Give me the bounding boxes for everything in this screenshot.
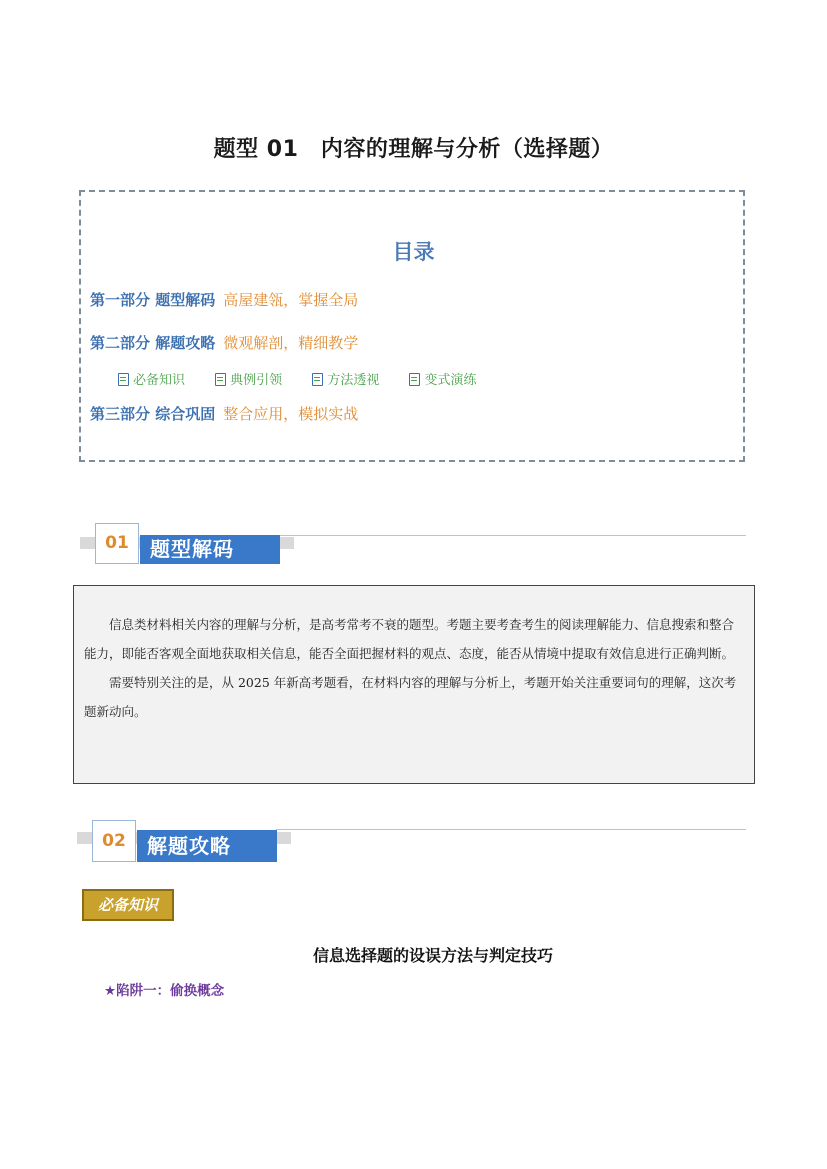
toc-row-part3[interactable] [90, 403, 358, 424]
knowledge-badge: 必备知识 [82, 889, 174, 921]
toc-link-practice[interactable]: 变式演练 [409, 373, 476, 388]
toc-link-examples[interactable]: 典例引领 [215, 373, 282, 388]
intro-box [73, 585, 755, 784]
toc-part-label: 第一部分 题型解码 [90, 291, 216, 309]
toc-link-knowledge[interactable]: 必备知识 [118, 373, 185, 388]
toc-row-part2[interactable] [90, 332, 358, 353]
section-divider [276, 829, 746, 830]
toc-links [118, 369, 502, 388]
section-label: 题型解码 [140, 535, 280, 564]
section-label: 解题攻略 [137, 830, 277, 862]
document-icon [312, 373, 323, 386]
section-number: 01 [95, 523, 139, 564]
toc-part-sub: 高屋建瓴，掌握全局 [223, 291, 359, 309]
section-divider [280, 535, 746, 536]
toc-part-sub: 微观解剖，精细教学 [223, 334, 359, 352]
toc-part-sub: 整合应用，模拟实战 [223, 405, 359, 423]
intro-paragraph: 需要特别关注的是，从 2025 年新高考题看，在材料内容的理解与分析上，考题开始关注重要词句的理解，这次考题新动向。 [84, 675, 737, 719]
document-icon [409, 373, 420, 386]
document-icon [215, 373, 226, 386]
subsection-title: 信息选择题的设误方法与判定技巧 [312, 946, 553, 965]
toc-link-methods[interactable]: 方法透视 [312, 373, 379, 388]
toc-heading: 目录 [392, 240, 435, 264]
section-number: 02 [92, 820, 136, 862]
toc-part-label: 第三部分 综合巩固 [90, 405, 216, 423]
trap-heading: ★陷阱一：偷换概念 [104, 983, 225, 999]
toc-row-part1[interactable] [90, 289, 358, 310]
page-title: 题型 01 内容的理解与分析（选择题） [213, 137, 614, 162]
toc-part-label: 第二部分 解题攻略 [90, 334, 216, 352]
document-icon [118, 373, 129, 386]
intro-paragraph: 信息类材料相关内容的理解与分析，是高考常考不衰的题型。考题主要考查考生的阅读理解能力、信息搜索和整合能力，即能否客观全面地获取相关信息，能否全面把握材料的观点、态度，能否从情境中提取有效信息进行正确判断。 [84, 617, 735, 661]
